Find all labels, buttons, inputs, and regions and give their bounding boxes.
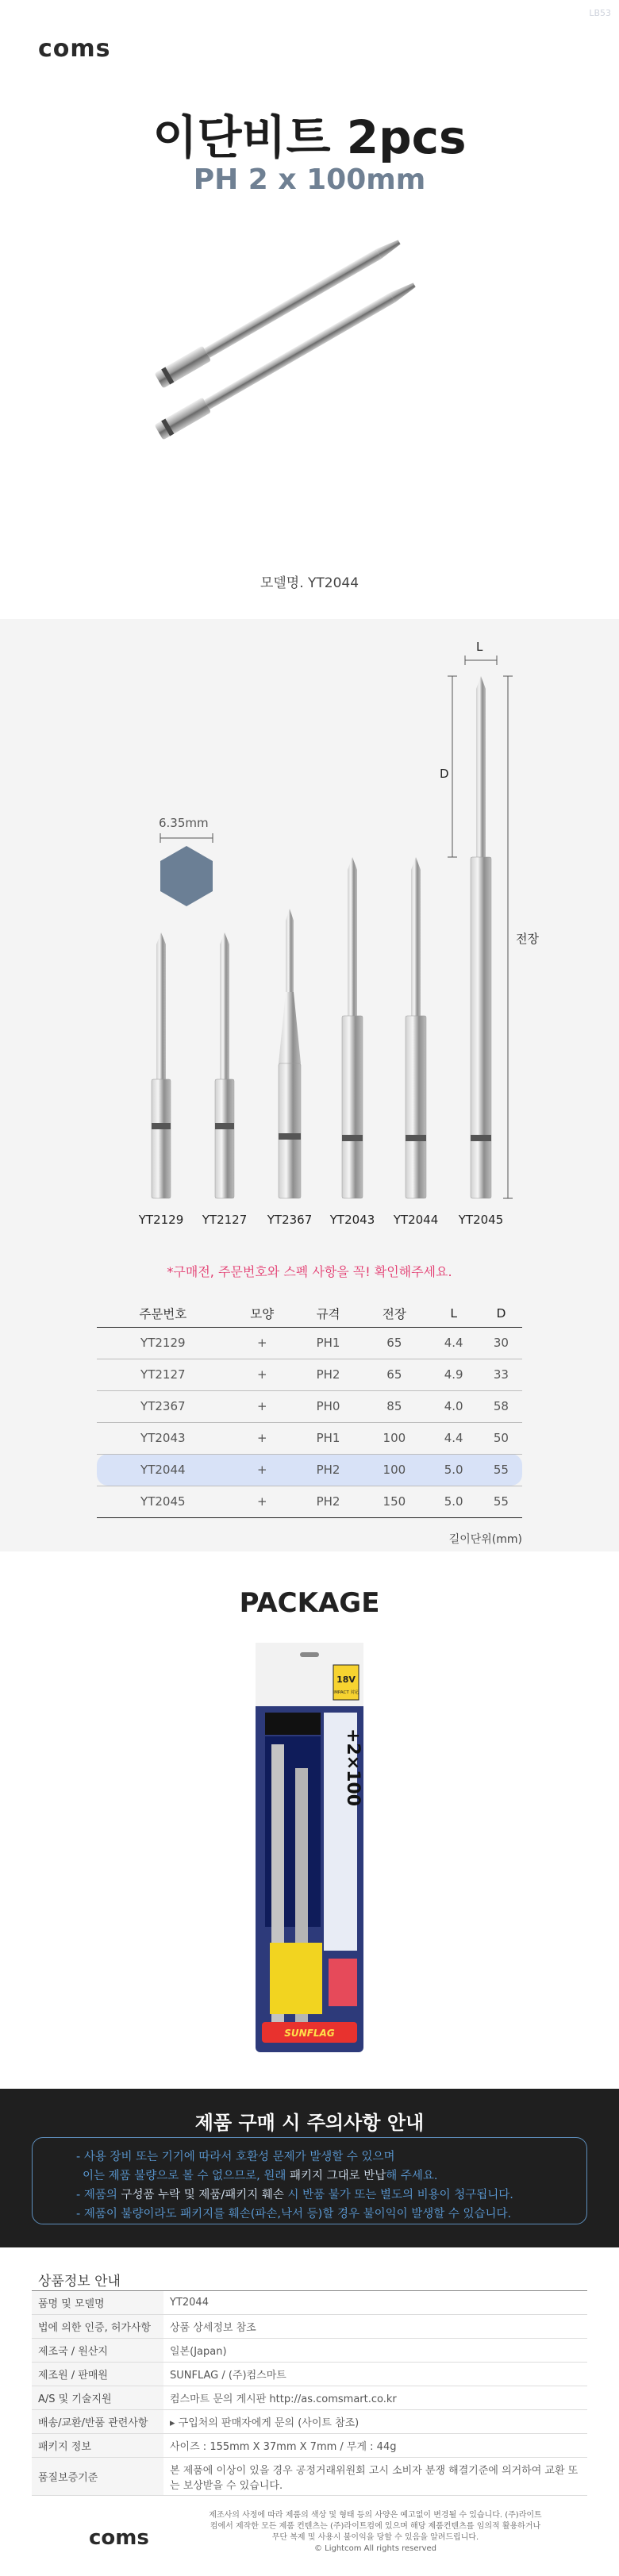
spec-table-header: [97, 1300, 522, 1327]
footer-disclaimer: [209, 2510, 542, 2555]
dim-total-label: 전장: [516, 932, 539, 946]
bit-label-yt2043: YT2043: [329, 1213, 375, 1227]
table-row: A/S 및 기술지원 컴스마트 문의 게시판 http://as.comsmart.co.kr: [32, 2386, 587, 2410]
dim-depth-label: D: [440, 767, 449, 781]
bit-label-yt2045: YT2045: [458, 1213, 504, 1227]
caution-line-4: - 제품이 불량이라도 패키지를 훼손(파손,낙서 등)할 경우 불이익이 발생할 수 있습니다.: [76, 2208, 512, 2220]
table-row: 품명 및 모델명 YT2044: [32, 2291, 587, 2315]
table-row: 제조국 / 원산지 일본(Japan): [32, 2339, 587, 2363]
footer-logo[interactable]: coms: [89, 2526, 149, 2550]
table-row: YT2045 + PH2 150 5.0 55: [97, 1486, 522, 1517]
bit-yt2045: [471, 676, 491, 1198]
col-order-no: 주문번호: [97, 1300, 229, 1327]
table-row: 제조원 / 판매원 SUNFLAG / (주)컴스마트: [32, 2363, 587, 2386]
table-row: YT2043 + PH1 100 4.4 50: [97, 1422, 522, 1454]
bit-label-yt2044: YT2044: [393, 1213, 439, 1227]
caution-line-1: - 사용 장비 또는 기기에 따라서 호환성 문제가 발생할 수 있으며: [76, 2151, 395, 2163]
brand-logo[interactable]: coms: [38, 35, 111, 63]
product-code: LB53: [589, 8, 611, 18]
bit-yt2367: [279, 909, 301, 1198]
hex-shank-icon: [160, 846, 213, 906]
bit-yt2129: [152, 932, 171, 1198]
hex-size-label: 6.35mm: [159, 816, 209, 830]
model-number: 모델명. YT2044: [260, 575, 359, 591]
package-badge: 18V: [336, 1674, 356, 1685]
lineup-diagram: [0, 619, 619, 1222]
table-row: 품질보증기준 본 제품에 이상이 있을 경우 공정거래위원회 고시 소비자 분쟁 해결기준에 의거하여 교환 또는 보상받을 수 있습니다.: [32, 2458, 587, 2496]
bit-yt2044: [406, 857, 426, 1198]
hero-product-image: [119, 222, 516, 460]
bit-yt2043: [342, 857, 363, 1198]
bit-yt2127: [215, 932, 234, 1198]
table-row: 배송/교환/반품 관련사항 ▸ 구입처의 판매자에게 문의 (사이트 참조): [32, 2410, 587, 2434]
table-row: 패키지 정보 사이즈 : 155mm X 37mm X 7mm / 무게 : 44g: [32, 2434, 587, 2458]
package-title: PACKAGE: [239, 1587, 380, 1619]
col-d: D: [480, 1300, 522, 1327]
col-total-length: 전장: [361, 1300, 427, 1327]
bit-label-yt2367: YT2367: [267, 1213, 313, 1227]
bit-label-yt2127: YT2127: [202, 1213, 248, 1227]
table-row: YT2367 + PH0 85 4.0 58: [97, 1390, 522, 1422]
unit-note: 길이단위(mm): [448, 1533, 522, 1546]
spec-table: [97, 1300, 522, 1518]
table-row: YT2127 + PH2 65 4.9 33: [97, 1359, 522, 1390]
col-l: L: [428, 1300, 480, 1327]
table-row: 법에 의한 인증, 허가사항 상품 상세정보 참조: [32, 2315, 587, 2339]
bit-label-yt2129: YT2129: [138, 1213, 184, 1227]
purchase-warning: *구매전, 주문번호와 스펙 사항을 꼭! 확인해주세요.: [167, 1264, 452, 1279]
dim-length-label: L: [476, 640, 483, 654]
col-size: 규격: [295, 1300, 361, 1327]
caution-line-3: - 제품의 구성품 누락 및 제품/패키지 훼손 시 반품 불가 또는 별도의 비용이 청구됩니다.: [76, 2189, 513, 2201]
package-image: [254, 1641, 365, 2054]
caution-title: 제품 구매 시 주의사항 안내: [194, 2112, 425, 2134]
package-badge-sub: IMPACT 対応: [333, 1690, 359, 1695]
col-shape: 모양: [229, 1300, 295, 1327]
package-brand: SUNFLAG: [284, 2028, 335, 2039]
footer-copyright: © Lightcom All rights reserved: [313, 2544, 437, 2553]
package-size-label: +2×100: [343, 1728, 363, 1807]
footer-disclaimer-text: 제조사의 사정에 따라 제품의 색상 및 형태 등의 사양은 예고없이 변경될 수 있습니다. (주)라이트컴에서 제작한 모든 제품 컨텐츠는 (주)라이트컴에 있으며 해당 제품컨텐츠를 임의적 활용하거나 무단 복제 및 사용시 불이익을 당할 수 있음을 알려드립니다.: [209, 2511, 542, 2542]
caution-line-2: 이는 제품 불량으로 볼 수 없으므로, 원래 패키지 그대로 반납해 주세요.: [83, 2170, 438, 2182]
product-title: 이단비트 2pcs: [152, 110, 467, 164]
table-row: YT2129 + PH1 65 4.4 30: [97, 1327, 522, 1359]
product-info-table: [32, 2290, 587, 2496]
product-info-title: 상품정보 안내: [38, 2274, 121, 2290]
product-subtitle: PH 2 x 100mm: [193, 163, 426, 196]
table-row-highlighted: YT2044 + PH2 100 5.0 55: [97, 1454, 522, 1486]
